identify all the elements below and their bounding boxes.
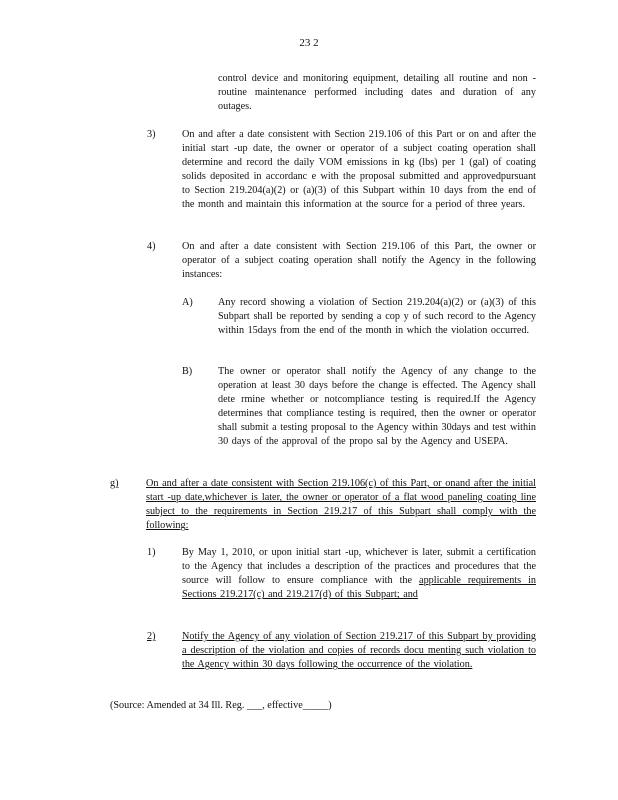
g1-text	[182, 546, 536, 602]
item-3-label: 3)	[147, 129, 156, 140]
item-g-text: On and after a date consistent with Section 219.106(c) of this Part, or onand after the initial start -up date,whichever is later, the owner or operator of a flat wood paneling coating line subject to the requirements in Section 219.217 of this Subpart shall comply with the following:	[146, 478, 536, 532]
g1-text-plain: By May 1, 2010, or upon initial start -up, whichever is later, submit a certification to the Agency that includes a description of the practices and procedures that the source will follow to ensure compliance with the	[182, 547, 536, 587]
sub-b-label: B)	[182, 366, 193, 377]
sub-a-text: Any record showing a violation of Section 219.204(a)(2) or (a)(3) of this Subpart shall be reported by sending a cop y of such record to the Agency within 15days from the end of the month in which the violation occurred.	[218, 297, 536, 337]
g1-text-underlined: applicable requirements in Sections 219.217(c) and 219.217(d) of this Subpart; and	[182, 575, 537, 601]
sub-b-text: The owner or operator shall notify the Agency of any change to the operation at least 30 days before the change is effected. The Agency shall dete rmine whether or notcompliance testing is required.If the Agency determines that compliance testing is required, then the owner or operator shall submit a testing proposal to the Agency within 30days and test within 30 days of the approval of the propo sal by the Agency and USEPA.	[218, 366, 536, 448]
g1-label: 1)	[147, 547, 156, 558]
carryover-paragraph: control device and monitoring equipment, detailing all routine and non -routine maintenance performed including dates and duration of any outages.	[218, 73, 536, 113]
sub-a-label: A)	[182, 297, 193, 308]
item-4-label: 4)	[147, 241, 156, 252]
item-3-text: On and after a date consistent with Section 219.106 of this Part or on and after the initial start -up date, the owner or operator of a subject coating operation shall determine and record the daily VOM emissions in kg (lbs) per 1 (gal) of coating solids deposited in accordanc e with the proposal submitted and approvedpursuant to Section 219.204(a)(2) or (a)(3) of this Subpart within 10 days from the end of the month and maintain this information at the source for a period of three years.	[182, 129, 536, 211]
g2-text: Notify the Agency of any violation of Section 219.217 of this Subpart by providing a description of the violation and copies of records docu menting such violation to the Agency within 30 days following the occurrence of the violation.	[182, 631, 536, 671]
g2-label: 2)	[147, 631, 156, 642]
page-number: 23 2	[299, 37, 319, 49]
source-note: (Source: Amended at 34 Ill. Reg. ___, effective_____)	[110, 700, 332, 711]
item-g-label: g)	[110, 478, 119, 489]
item-4-text: On and after a date consistent with Section 219.106 of this Part, the owner or operator of a subject coating operation shall notify the Agency in the following instances:	[182, 241, 536, 281]
